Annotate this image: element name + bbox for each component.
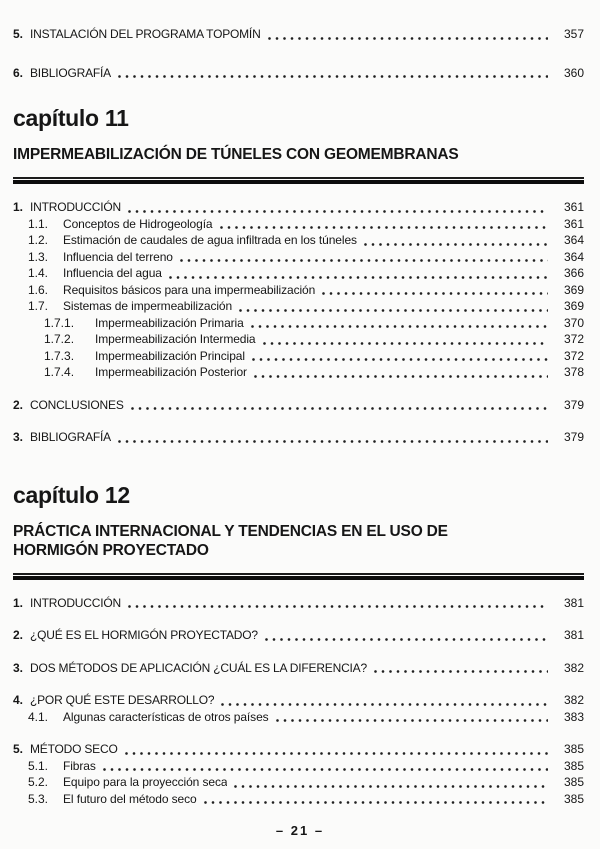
toc-row [13,774,584,791]
toc-item-page: 372 [563,332,584,346]
toc-item-page: 357 [563,27,584,41]
toc-item-number: 1. [13,595,24,610]
toc-item-page: 361 [563,200,584,214]
toc-item-number: 3. [13,660,24,675]
toc-item-label: Algunas características de otros países [63,709,269,724]
dot-leader [254,375,548,378]
toc-row [13,315,584,332]
dot-leader [364,243,548,246]
toc-item-number: 1.4. [28,266,49,280]
toc-row [13,331,584,348]
toc-item-number: 5.2. [28,775,49,789]
toc-item-label: DOS MÉTODOS DE APLICACIÓN ¿CUÁL ES LA DIFERENCIA? [30,660,367,675]
toc-item-label: Sistemas de impermeabilización [63,299,233,313]
dot-leader [268,37,548,40]
toc-item-page: 385 [563,791,584,806]
toc-item-page: 382 [563,693,584,707]
toc-item-label: INTRODUCCIÓN [30,200,121,214]
chapter-12-toc [13,595,584,808]
toc-item-page: 369 [563,299,584,313]
toc-item-label: Impermeabilización Principal [95,348,245,363]
toc-row [13,758,584,775]
dot-leader [265,638,548,641]
toc-row [13,660,584,677]
dot-leader [251,325,548,328]
dot-leader [118,75,548,78]
toc-row [13,232,584,249]
toc-item-number: 6. [13,65,24,80]
toc-item-page: 369 [563,282,584,297]
toc-row [13,627,584,644]
dot-leader [128,210,548,213]
toc-item-number: 5.1. [28,758,49,773]
dot-leader [239,309,548,312]
chapter-11-heading: capítulo 11 [13,105,129,131]
toc-item-number: 5. [13,27,24,41]
toc-item-number: 5. [13,742,24,756]
dot-leader [220,226,548,229]
toc-item-label: BIBLIOGRAFÍA [30,430,111,444]
toc-row [13,199,584,216]
toc-item-page: 364 [563,249,584,264]
dot-leader [131,407,548,410]
toc-row [13,791,584,808]
toc-item-page: 379 [563,397,584,412]
chapter-12-title-line2: HORMIGÓN PROYECTADO [13,541,209,559]
toc-item-page: 381 [563,628,584,642]
toc-item-label: Influencia del terreno [63,249,173,264]
toc-item-label: INSTALACIÓN DEL PROGRAMA TOPOMÍN [30,27,261,41]
rule-thick-line [13,180,584,184]
toc-item-label: Impermeabilización Primaria [95,315,244,330]
rule-thick-line [13,576,584,580]
toc-item-label: Impermeabilización Posterior [95,365,247,379]
dot-leader [263,342,548,345]
dot-leader [125,752,548,755]
dot-leader [276,719,548,722]
toc-item-page: 366 [563,266,584,280]
toc-item-number: 1. [13,200,24,214]
toc-item-page: 372 [563,348,584,363]
dot-leader [103,768,548,771]
toc-item-page: 364 [563,233,584,247]
toc-item-number: 4.1. [28,709,49,724]
toc-item-number: 1.7. [28,299,49,313]
toc-row [13,741,584,758]
previous-chapter-toc [13,26,584,81]
toc-item-number: 1.7.1. [44,315,75,330]
toc-item-label: CONCLUSIONES [30,397,124,412]
toc-row [13,709,584,726]
toc-row [13,265,584,282]
toc-item-number: 2. [13,397,24,412]
toc-item-number: 1.2. [28,233,49,247]
dot-leader [128,605,548,608]
toc-item-page: 378 [563,365,584,379]
toc-item-label: Requisitos básicos para una impermeabilización [63,282,316,297]
toc-item-label: Equipo para la proyección seca [63,775,228,789]
toc-item-number: 5.3. [28,791,49,806]
dot-leader [221,703,548,706]
toc-item-number: 1.3. [28,249,49,264]
page-number: – 21 – [275,823,325,838]
toc-item-page: 361 [563,216,584,231]
toc-row [13,364,584,381]
toc-item-number: 3. [13,430,24,444]
dot-leader [118,440,548,443]
toc-item-label: MÉTODO SECO [30,742,118,756]
chapter-11-title: IMPERMEABILIZACIÓN DE TÚNELES CON GEOMEMBRANAS [13,146,459,163]
section-rule [13,177,584,184]
toc-item-label: Fibras [63,758,96,773]
toc-row [13,249,584,266]
dot-leader [169,276,548,279]
section-rule [13,573,584,580]
toc-item-number: 1.7.3. [44,348,75,363]
toc-row [13,595,584,612]
toc-item-label: Impermeabilización Intermedia [95,332,256,346]
chapter-12-heading: capítulo 12 [13,481,130,508]
toc-row [13,65,584,82]
toc-row [13,692,584,709]
toc-item-page: 385 [563,758,584,773]
toc-item-number: 4. [13,693,24,707]
toc-row [13,282,584,299]
dot-leader [322,292,548,295]
toc-item-number: 1.7.2. [44,332,75,346]
chapter-12-title-line1: PRÁCTICA INTERNACIONAL Y TENDENCIAS EN EL USO DE [13,522,448,540]
toc-item-number: 1.6. [28,282,49,297]
toc-item-label: BIBLIOGRAFÍA [30,65,111,80]
toc-item-label: Influencia del agua [63,266,162,280]
toc-row [13,348,584,365]
toc-item-page: 385 [563,742,584,756]
toc-item-label: ¿QUÉ ES EL HORMIGÓN PROYECTADO? [30,628,258,642]
toc-item-page: 370 [563,315,584,330]
dot-leader [252,358,548,361]
toc-row [13,216,584,233]
toc-item-label: ¿POR QUÉ ESTE DESARROLLO? [30,693,215,707]
toc-row [13,298,584,315]
dot-leader [180,259,548,262]
toc-item-number: 1.1. [28,216,49,231]
dot-leader [204,801,548,804]
toc-item-page: 385 [563,775,584,789]
toc-row [13,26,584,43]
toc-item-page: 379 [563,430,584,444]
chapter-11-toc [13,199,584,446]
toc-item-page: 381 [563,595,584,610]
toc-item-page: 383 [563,709,584,724]
dot-leader [234,785,548,788]
toc-item-label: Conceptos de Hidrogeología [63,216,213,231]
toc-item-label: INTRODUCCIÓN [30,595,121,610]
toc-row [13,429,584,446]
toc-item-number: 1.7.4. [44,365,75,379]
toc-item-page: 360 [563,65,584,80]
dot-leader [374,670,548,673]
toc-item-label: Estimación de caudales de agua infiltrada en los túneles [63,233,357,247]
toc-item-page: 382 [563,660,584,675]
toc-item-label: El futuro del método seco [63,791,197,806]
toc-row [13,397,584,414]
chapter-12-title [13,522,584,560]
toc-item-number: 2. [13,628,24,642]
